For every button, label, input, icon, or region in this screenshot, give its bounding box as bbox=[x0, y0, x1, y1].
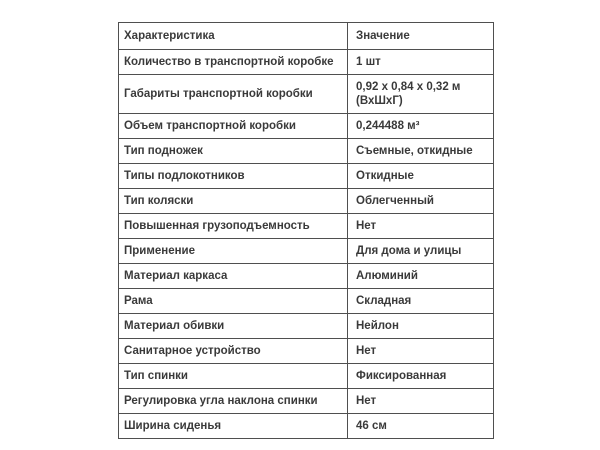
spec-label-cell: Тип спинки bbox=[119, 364, 348, 389]
spec-value-cell: Складная bbox=[348, 289, 494, 314]
spec-label-cell: Рама bbox=[119, 289, 348, 314]
table-row bbox=[119, 189, 494, 214]
spec-value-cell: Фиксированная bbox=[348, 364, 494, 389]
spec-label-cell: Материал обивки bbox=[119, 314, 348, 339]
spec-label-cell: Типы подлокотников bbox=[119, 164, 348, 189]
spec-label-cell: Регулировка угла наклона спинки bbox=[119, 389, 348, 414]
spec-label-cell: Материал каркаса bbox=[119, 264, 348, 289]
spec-label-cell: Габариты транспортной коробки bbox=[119, 75, 348, 114]
spec-value-cell: Алюминий bbox=[348, 264, 494, 289]
spec-value-cell: Нейлон bbox=[348, 314, 494, 339]
spec-label-cell: Санитарное устройство bbox=[119, 339, 348, 364]
table-row bbox=[119, 139, 494, 164]
spec-label-cell: Ширина сиденья bbox=[119, 414, 348, 439]
spec-label-cell: Применение bbox=[119, 239, 348, 264]
table-row bbox=[119, 239, 494, 264]
table-row bbox=[119, 414, 494, 439]
product-spec-table bbox=[118, 22, 494, 439]
table-row bbox=[119, 389, 494, 414]
spec-value-cell: 0,92 x 0,84 x 0,32 м (ВхШхГ) bbox=[348, 75, 494, 114]
spec-value-cell: Нет bbox=[348, 214, 494, 239]
spec-header-value: Значение bbox=[348, 23, 494, 50]
spec-label-cell: Повышенная грузоподъемность bbox=[119, 214, 348, 239]
spec-label-cell: Тип коляски bbox=[119, 189, 348, 214]
spec-label-cell: Тип подножек bbox=[119, 139, 348, 164]
table-row bbox=[119, 264, 494, 289]
spec-value-cell: Нет bbox=[348, 389, 494, 414]
table-row bbox=[119, 164, 494, 189]
spec-value-cell: Нет bbox=[348, 339, 494, 364]
table-row bbox=[119, 114, 494, 139]
spec-label-cell: Количество в транспортной коробке bbox=[119, 50, 348, 75]
spec-value-cell: Для дома и улицы bbox=[348, 239, 494, 264]
table-row bbox=[119, 339, 494, 364]
table-row bbox=[119, 214, 494, 239]
table-row bbox=[119, 289, 494, 314]
spec-label-cell: Объем транспортной коробки bbox=[119, 114, 348, 139]
table-row bbox=[119, 364, 494, 389]
spec-value-cell: 0,244488 м³ bbox=[348, 114, 494, 139]
table-row bbox=[119, 314, 494, 339]
spec-value-cell: 1 шт bbox=[348, 50, 494, 75]
spec-value-cell: 46 см bbox=[348, 414, 494, 439]
spec-value-cell: Облегченный bbox=[348, 189, 494, 214]
table-row bbox=[119, 50, 494, 75]
spec-header-row bbox=[119, 23, 494, 50]
spec-value-cell: Откидные bbox=[348, 164, 494, 189]
product-spec-table-container bbox=[118, 22, 493, 439]
table-row bbox=[119, 75, 494, 114]
spec-header-characteristic: Характеристика bbox=[119, 23, 348, 50]
spec-value-cell: Съемные, откидные bbox=[348, 139, 494, 164]
